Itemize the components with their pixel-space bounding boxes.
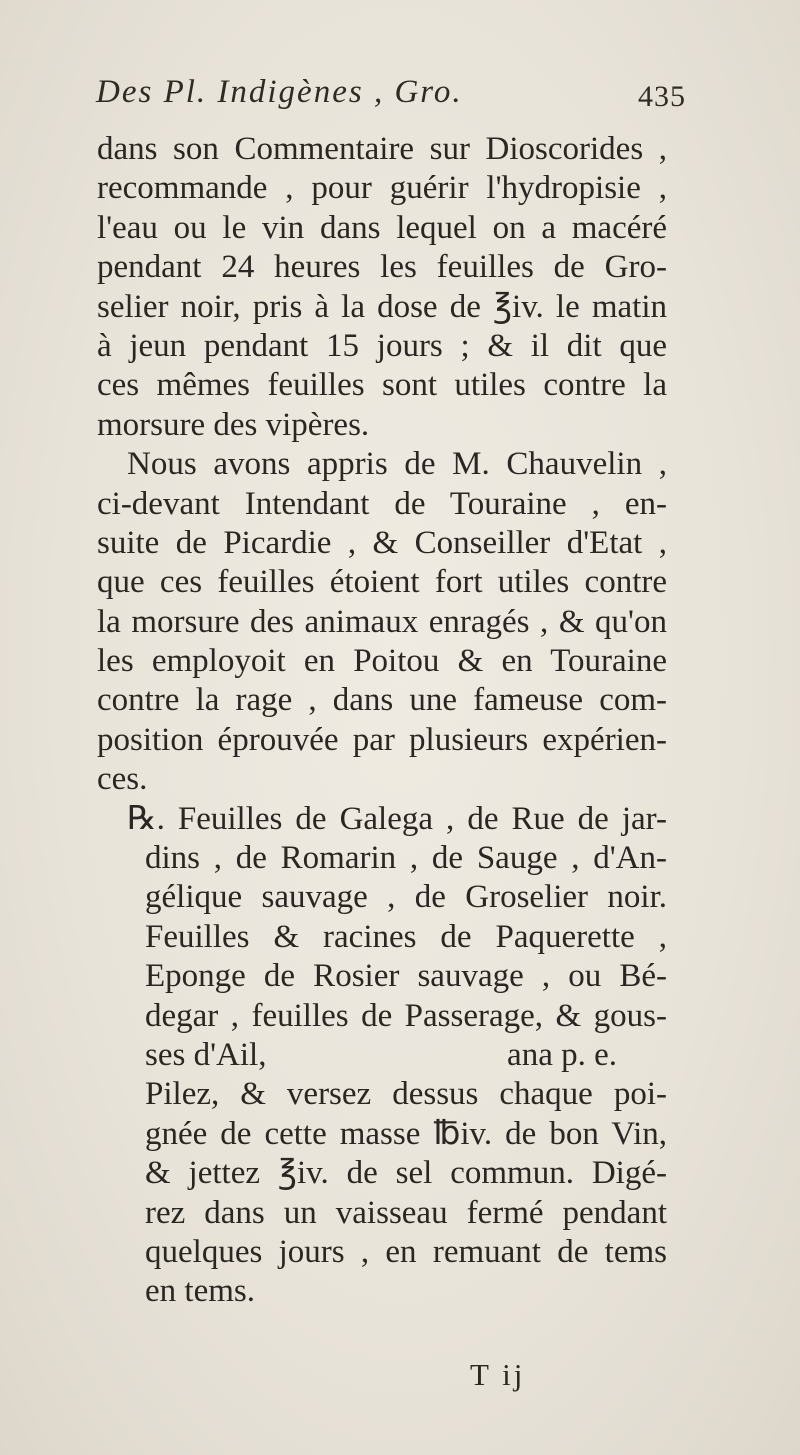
- recipe-line: en tems.: [145, 1273, 255, 1310]
- text-line: dans son Commentaire sur Dioscorides ,: [97, 131, 667, 167]
- recipe-line: Feuilles & racines de Paquerette ,: [145, 918, 667, 955]
- text-line: ces.: [97, 761, 148, 798]
- text-line: position éprouvée par plusieurs expérien-: [97, 721, 667, 758]
- text-line: recommande , pour guérir l'hydropisie ,: [97, 170, 667, 207]
- text-line: pendant 24 heures les feuilles de Gro-: [97, 249, 667, 286]
- text-line: les employoit en Poitou & en Touraine: [97, 643, 667, 680]
- recipe-line: quelques jours , en remuant de tems: [145, 1233, 667, 1270]
- recipe-line: dins , de Romarin , de Sauge , d'An-: [145, 840, 667, 877]
- recipe-line: Pilez, & versez dessus chaque poi-: [145, 1076, 667, 1113]
- text-line: la morsure des animaux enragés , & qu'on: [97, 603, 667, 640]
- recipe-line: Eponge de Rosier sauvage , ou Bé-: [145, 958, 667, 995]
- running-header: [96, 72, 686, 116]
- running-title: Des Pl. Indigènes , Gro.: [96, 74, 463, 110]
- recipe-line: [97, 1036, 667, 1075]
- text-line: suite de Picardie , & Conseiller d'Etat ,: [97, 524, 667, 561]
- text-line: selier noir, pris à la dose de ℥iv. le matin: [97, 288, 667, 325]
- recipe-line: rez dans un vaisseau fermé pendant: [145, 1194, 667, 1231]
- recipe-line: degar , feuilles de Passerage, & gous-: [145, 997, 667, 1034]
- text-line: ci-devant Intendant de Touraine , en-: [97, 485, 667, 522]
- recipe-quantity: ana p. e.: [507, 1036, 617, 1073]
- page-body: [97, 130, 667, 1312]
- text-line: ces mêmes feuilles sont utiles contre la: [97, 367, 667, 404]
- recipe-line: gélique sauvage , de Groselier noir.: [145, 879, 667, 916]
- recipe-ingredient-text: ses d'Ail,: [145, 1036, 267, 1073]
- recipe-line: & jettez ℥iv. de sel commun. Digé-: [145, 1155, 667, 1192]
- text-line: que ces feuilles étoient fort utiles contre: [97, 564, 667, 601]
- recipe-line: ℞. Feuilles de Galega , de Rue de jar-: [127, 800, 667, 837]
- text-line: à jeun pendant 15 jours ; & il dit que: [97, 327, 667, 364]
- recipe-line: gnée de cette masse ℔iv. de bon Vin,: [145, 1115, 667, 1152]
- text-line: morsure des vipères.: [97, 406, 370, 443]
- text-line: contre la rage , dans une fameuse com-: [97, 682, 667, 719]
- text-line: l'eau ou le vin dans lequel on a macéré: [97, 209, 667, 246]
- signature-mark: T ij: [470, 1357, 526, 1392]
- text-line: Nous avons appris de M. Chauvelin ,: [127, 446, 667, 483]
- page-number: 435: [638, 80, 686, 113]
